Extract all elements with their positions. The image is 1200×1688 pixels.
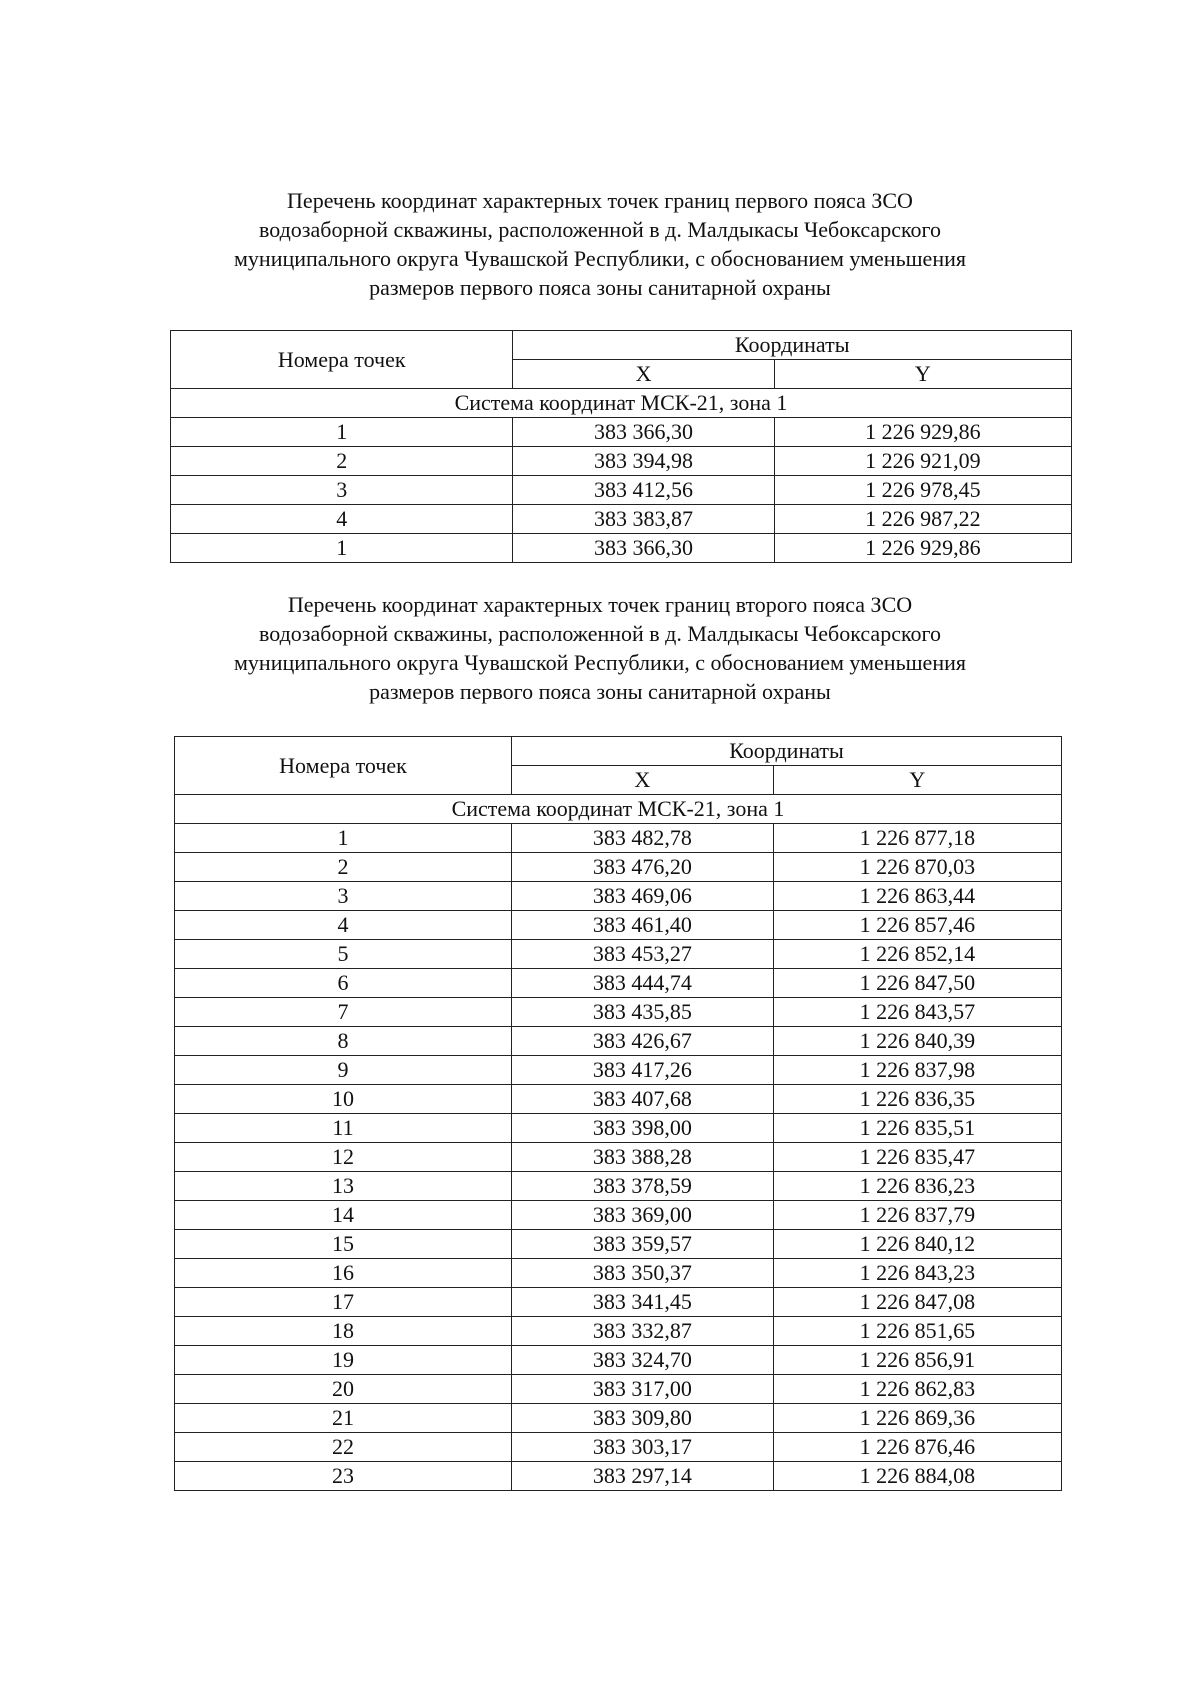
x-coordinate-cell: 383 369,00 <box>512 1201 774 1230</box>
y-coordinate-cell: 1 226 869,36 <box>773 1404 1061 1433</box>
y-coordinate-cell: 1 226 835,51 <box>773 1114 1061 1143</box>
y-coordinate-cell: 1 226 987,22 <box>774 505 1071 534</box>
x-coordinate-cell: 383 412,56 <box>513 476 774 505</box>
y-coordinate-cell: 1 226 843,57 <box>773 998 1061 1027</box>
y-coordinate-cell: 1 226 837,98 <box>773 1056 1061 1085</box>
column-header-coordinates: Координаты <box>512 737 1062 766</box>
table-row <box>175 911 1062 940</box>
y-coordinate-cell: 1 226 856,91 <box>773 1346 1061 1375</box>
point-number-cell: 2 <box>171 447 513 476</box>
y-coordinate-cell: 1 226 929,86 <box>774 418 1071 447</box>
x-coordinate-cell: 383 383,87 <box>513 505 774 534</box>
table-row <box>175 1114 1062 1143</box>
x-coordinate-cell: 383 469,06 <box>512 882 774 911</box>
table-row <box>175 1346 1062 1375</box>
y-coordinate-cell: 1 226 837,79 <box>773 1201 1061 1230</box>
coordinate-system-row <box>171 389 1072 418</box>
table-row <box>175 1027 1062 1056</box>
y-coordinate-cell: 1 226 862,83 <box>773 1375 1061 1404</box>
y-coordinate-cell: 1 226 870,03 <box>773 853 1061 882</box>
x-coordinate-cell: 383 303,17 <box>512 1433 774 1462</box>
table-row <box>171 476 1072 505</box>
table-row <box>175 1056 1062 1085</box>
x-coordinate-cell: 383 350,37 <box>512 1259 774 1288</box>
table-row <box>175 1317 1062 1346</box>
x-coordinate-cell: 383 332,87 <box>512 1317 774 1346</box>
y-coordinate-cell: 1 226 836,35 <box>773 1085 1061 1114</box>
point-number-cell: 10 <box>175 1085 512 1114</box>
table-row <box>175 853 1062 882</box>
x-coordinate-cell: 383 309,80 <box>512 1404 774 1433</box>
point-number-cell: 17 <box>175 1288 512 1317</box>
x-coordinate-cell: 383 388,28 <box>512 1143 774 1172</box>
column-header-coordinates: Координаты <box>513 331 1072 360</box>
table-row <box>175 1375 1062 1404</box>
point-number-cell: 20 <box>175 1375 512 1404</box>
heading-line: Перечень координат характерных точек границ первого пояса ЗСО <box>287 188 913 213</box>
y-coordinate-cell: 1 226 852,14 <box>773 940 1061 969</box>
x-coordinate-cell: 383 359,57 <box>512 1230 774 1259</box>
x-coordinate-cell: 383 341,45 <box>512 1288 774 1317</box>
y-coordinate-cell: 1 226 840,12 <box>773 1230 1061 1259</box>
point-number-cell: 3 <box>175 882 512 911</box>
coordinate-system-row <box>175 795 1062 824</box>
y-coordinate-cell: 1 226 847,08 <box>773 1288 1061 1317</box>
point-number-cell: 9 <box>175 1056 512 1085</box>
y-coordinate-cell: 1 226 884,08 <box>773 1462 1061 1491</box>
table-row <box>175 824 1062 853</box>
point-number-cell: 1 <box>171 534 513 563</box>
x-coordinate-cell: 383 297,14 <box>512 1462 774 1491</box>
point-number-cell: 18 <box>175 1317 512 1346</box>
y-coordinate-cell: 1 226 843,23 <box>773 1259 1061 1288</box>
point-number-cell: 21 <box>175 1404 512 1433</box>
point-number-cell: 4 <box>171 505 513 534</box>
coordinates-table-first-zone <box>170 330 1072 563</box>
point-number-cell: 3 <box>171 476 513 505</box>
table-row <box>175 1404 1062 1433</box>
table-row <box>175 1143 1062 1172</box>
y-coordinate-cell: 1 226 857,46 <box>773 911 1061 940</box>
table-row <box>175 969 1062 998</box>
table-row <box>175 1462 1062 1491</box>
y-coordinate-cell: 1 226 978,45 <box>774 476 1071 505</box>
coordinates-table-second-zone <box>174 736 1062 1491</box>
table-row <box>175 1201 1062 1230</box>
x-coordinate-cell: 383 366,30 <box>513 418 774 447</box>
x-coordinate-cell: 383 317,00 <box>512 1375 774 1404</box>
table-row <box>171 505 1072 534</box>
x-coordinate-cell: 383 453,27 <box>512 940 774 969</box>
y-coordinate-cell: 1 226 840,39 <box>773 1027 1061 1056</box>
table-header-row <box>171 331 1072 360</box>
column-header-x: X <box>512 766 774 795</box>
y-coordinate-cell: 1 226 851,65 <box>773 1317 1061 1346</box>
column-header-points: Номера точек <box>175 737 512 795</box>
x-coordinate-cell: 383 417,26 <box>512 1056 774 1085</box>
x-coordinate-cell: 383 482,78 <box>512 824 774 853</box>
point-number-cell: 1 <box>171 418 513 447</box>
table-row <box>175 940 1062 969</box>
table-row <box>175 1172 1062 1201</box>
column-header-y: Y <box>774 360 1071 389</box>
heading-line: муниципального округа Чувашской Республики, с обоснованием уменьшения <box>234 246 966 271</box>
column-header-points: Номера точек <box>171 331 513 389</box>
heading-first-zone <box>170 186 1030 302</box>
point-number-cell: 2 <box>175 853 512 882</box>
table-body <box>175 824 1062 1491</box>
point-number-cell: 6 <box>175 969 512 998</box>
y-coordinate-cell: 1 226 863,44 <box>773 882 1061 911</box>
point-number-cell: 13 <box>175 1172 512 1201</box>
x-coordinate-cell: 383 398,00 <box>512 1114 774 1143</box>
point-number-cell: 16 <box>175 1259 512 1288</box>
y-coordinate-cell: 1 226 929,86 <box>774 534 1071 563</box>
table-row <box>171 447 1072 476</box>
x-coordinate-cell: 383 426,67 <box>512 1027 774 1056</box>
y-coordinate-cell: 1 226 877,18 <box>773 824 1061 853</box>
y-coordinate-cell: 1 226 876,46 <box>773 1433 1061 1462</box>
column-header-x: X <box>513 360 774 389</box>
table-body <box>171 418 1072 563</box>
table-row <box>175 882 1062 911</box>
x-coordinate-cell: 383 461,40 <box>512 911 774 940</box>
column-header-y: Y <box>773 766 1061 795</box>
y-coordinate-cell: 1 226 847,50 <box>773 969 1061 998</box>
y-coordinate-cell: 1 226 921,09 <box>774 447 1071 476</box>
y-coordinate-cell: 1 226 835,47 <box>773 1143 1061 1172</box>
x-coordinate-cell: 383 366,30 <box>513 534 774 563</box>
table-row <box>175 1259 1062 1288</box>
point-number-cell: 19 <box>175 1346 512 1375</box>
coordinate-system-label: Система координат МСК-21, зона 1 <box>171 389 1072 418</box>
point-number-cell: 14 <box>175 1201 512 1230</box>
x-coordinate-cell: 383 378,59 <box>512 1172 774 1201</box>
heading-line: водозаборной скважины, расположенной в д. Малдыкасы Чебоксарского <box>259 217 941 242</box>
table-row <box>175 998 1062 1027</box>
point-number-cell: 15 <box>175 1230 512 1259</box>
point-number-cell: 4 <box>175 911 512 940</box>
x-coordinate-cell: 383 394,98 <box>513 447 774 476</box>
point-number-cell: 8 <box>175 1027 512 1056</box>
point-number-cell: 12 <box>175 1143 512 1172</box>
coordinate-system-label: Система координат МСК-21, зона 1 <box>175 795 1062 824</box>
table-row <box>175 1085 1062 1114</box>
x-coordinate-cell: 383 324,70 <box>512 1346 774 1375</box>
y-coordinate-cell: 1 226 836,23 <box>773 1172 1061 1201</box>
point-number-cell: 22 <box>175 1433 512 1462</box>
table-header-row <box>175 737 1062 766</box>
heading-line: водозаборной скважины, расположенной в д. Малдыкасы Чебоксарского <box>259 621 941 646</box>
x-coordinate-cell: 383 476,20 <box>512 853 774 882</box>
heading-second-zone <box>170 590 1030 706</box>
table-row <box>175 1433 1062 1462</box>
point-number-cell: 1 <box>175 824 512 853</box>
table-row <box>171 534 1072 563</box>
table-row <box>171 418 1072 447</box>
heading-line: размеров первого пояса зоны санитарной охраны <box>369 679 831 704</box>
x-coordinate-cell: 383 435,85 <box>512 998 774 1027</box>
x-coordinate-cell: 383 444,74 <box>512 969 774 998</box>
point-number-cell: 23 <box>175 1462 512 1491</box>
point-number-cell: 11 <box>175 1114 512 1143</box>
heading-line: муниципального округа Чувашской Республики, с обоснованием уменьшения <box>234 650 966 675</box>
heading-line: Перечень координат характерных точек границ второго пояса ЗСО <box>287 592 913 617</box>
point-number-cell: 5 <box>175 940 512 969</box>
table-row <box>175 1288 1062 1317</box>
table-row <box>175 1230 1062 1259</box>
point-number-cell: 7 <box>175 998 512 1027</box>
heading-line: размеров первого пояса зоны санитарной охраны <box>369 275 831 300</box>
x-coordinate-cell: 383 407,68 <box>512 1085 774 1114</box>
